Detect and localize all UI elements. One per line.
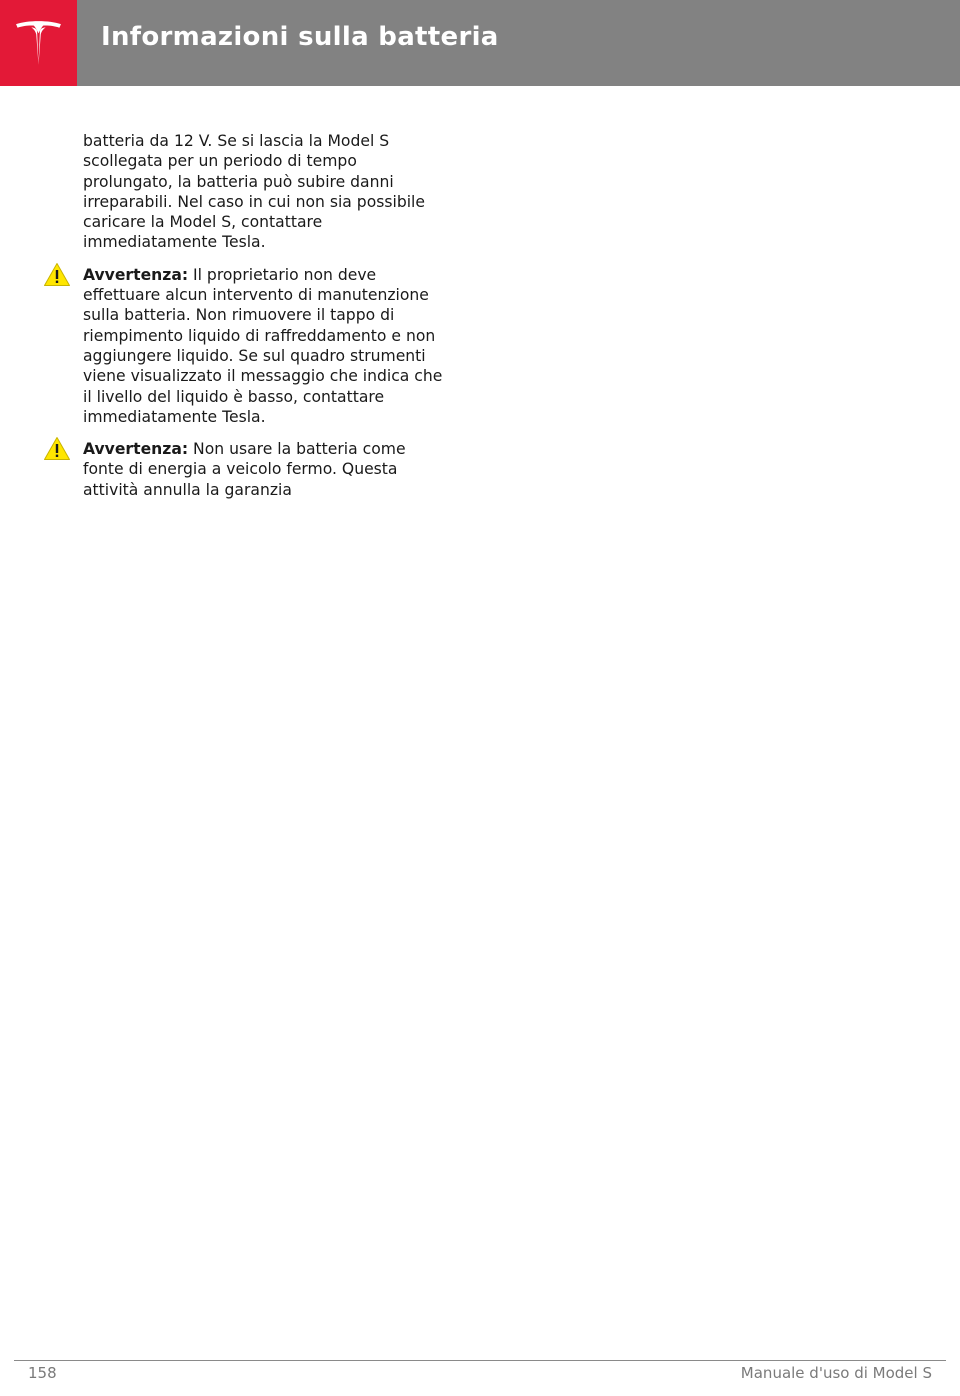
- warning-block-maintenance: [83, 265, 443, 427]
- page-number: 158: [28, 1364, 57, 1382]
- tesla-logo-box: [0, 0, 77, 86]
- warning-block-energy-source: [83, 439, 443, 500]
- page-header: [0, 0, 960, 86]
- warning-text: Non usare la batteria come fonte di energia a veicolo fermo. Questa attività annulla la garanzia: [83, 440, 406, 499]
- warning-label: Avvertenza:: [83, 440, 189, 459]
- warning-text: Il proprietario non deve effettuare alcun intervento di manutenzione sulla batteria. Non rimuovere il tappo di riempimento liquido di raffreddamento e non aggiungere liquido. Se sul quadro strumenti viene visualizzato il messaggio che indica che il livello del liquido è basso, contattare immediatamente Tesla.: [83, 265, 443, 426]
- warning-triangle-icon: [43, 262, 71, 287]
- warning-triangle-icon: [43, 436, 71, 461]
- manual-name: Manuale d'uso di Model S: [740, 1364, 932, 1382]
- tesla-t-logo-icon: [13, 17, 64, 68]
- page-title: Informazioni sulla batteria: [101, 22, 499, 52]
- footer-divider: [14, 1360, 946, 1361]
- warning-label: Avvertenza:: [83, 265, 189, 284]
- content-column: [83, 131, 443, 512]
- intro-paragraph: batteria da 12 V. Se si lascia la Model S scollegata per un periodo di tempo prolungato, la batteria può subire danni irreparabili. Nel caso in cui non sia possibile caricare la Model S, contattare immediatamente Tesla.: [83, 132, 425, 252]
